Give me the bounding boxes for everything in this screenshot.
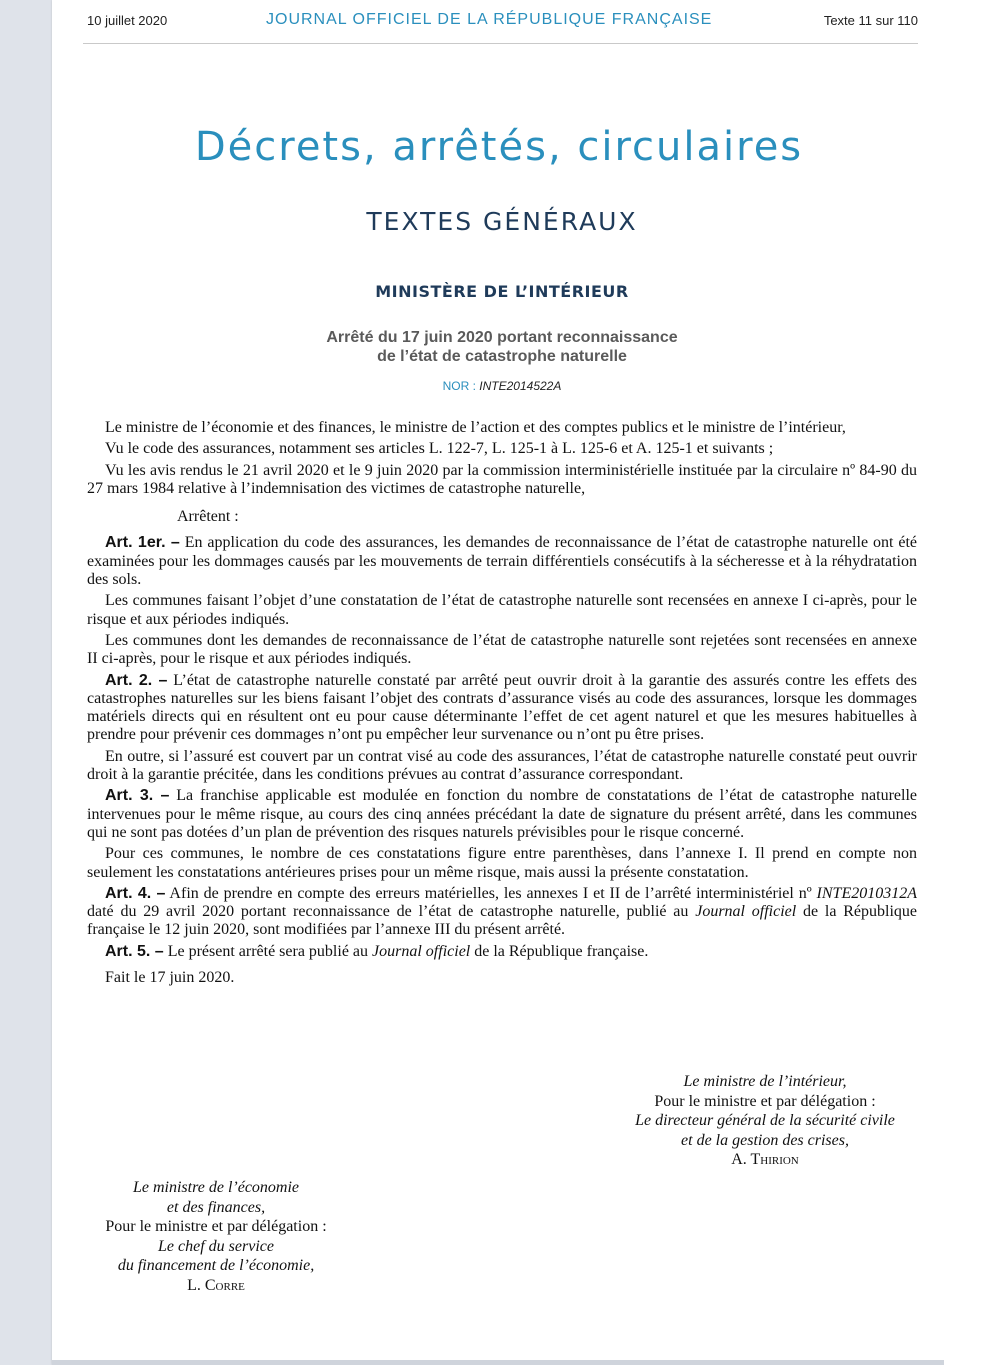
header-divider — [83, 43, 918, 44]
article-1-text: En application du code des assurances, les demandes de reconnaissance de l’état de catastrophe naturelle ont été examinées pour les dommages causés par les mouvements de terrain différentiels consécutifs à la sécheresse et à la réhydratation des sols. — [87, 534, 917, 589]
article-3-text: La franchise applicable est modulée en fonction du nombre de constatations de l’état de catastrophe naturelle intervenues pour le même risque, au cours des cinq années précédant la date de signature du présent arrêté, dans les communes qui ne sont pas dotées d’un plan de prévention des risques naturels prévisibles pour le risque concerné. — [87, 787, 918, 841]
signature-interieur — [600, 1072, 930, 1170]
article-2-paragraph-1 — [87, 672, 917, 745]
preamble-vu-code: Vu le code des assurances, notamment ses articles L. 122-7, L. 125-1 à L. 125-6 et A. 125-1 et suivants ; — [105, 440, 774, 458]
page-bottom-edge — [52, 1360, 944, 1365]
article-3-label: Art. 3. – — [105, 787, 170, 805]
signature-economie — [86, 1178, 346, 1295]
signature-economie-line4: Le chef du service — [158, 1237, 274, 1255]
article-1-paragraph-2: Les communes faisant l’objet d’une constatation de l’état de catastrophe naturelle sont recensées en annexe I ci-après, pour le risque et aux périodes indiqués. — [87, 592, 917, 628]
article-1-paragraph-1 — [87, 534, 917, 589]
article-3-paragraph-1 — [87, 787, 917, 842]
signature-economie-line2: et des finances, — [166, 1198, 266, 1216]
article-2-paragraph-2: En outre, si l’assuré est couvert par un contrat visé au code des assurances, l’état de catastrophe naturelle constaté peut ouvrir droit à la garantie précitée, dans les conditions prévues au contrat d’assurance correspondant. — [87, 747, 917, 784]
preamble-vu-avis: Vu les avis rendus le 21 avril 2020 et le 9 juin 2020 par la commission interministérielle instituée par la circulaire nº 84-90 du 27 mars 1984 relative à l’indemnisation des victimes de catastrophe naturelle, — [87, 461, 917, 497]
signature-interieur-line2: Pour le ministre et par délégation : — [654, 1092, 876, 1110]
signature-interieur-name: A. Thirion — [731, 1151, 799, 1168]
article-5-label: Art. 5. – — [105, 942, 164, 960]
arrete-title — [0, 328, 998, 366]
nor-reference — [0, 379, 998, 393]
section-title: Décrets, arrêtés, circulaires — [194, 124, 804, 170]
arretent: Arrêtent : — [177, 508, 239, 526]
nor-label: NOR : — [442, 379, 480, 393]
fait-date: Fait le 17 juin 2020. — [105, 969, 235, 987]
article-5-text-1: Le présent arrêté sera publié au — [163, 942, 373, 960]
signature-economie-line1: Le ministre de l’économie — [132, 1179, 300, 1196]
header-date: 10 juillet 2020 — [87, 13, 168, 28]
signature-interieur-line1: Le ministre de l’intérieur, — [683, 1073, 847, 1090]
preamble-ministers: Le ministre de l’économie et des finances, le ministre de l’action et des comptes publics et le ministre de l’intérieur, — [105, 419, 846, 436]
signature-interieur-line4: et de la gestion des crises, — [681, 1131, 849, 1149]
signature-economie-name: L. Corre — [187, 1276, 245, 1294]
arrete-title-line2: de l’état de catastrophe naturelle — [377, 348, 627, 365]
article-4-reference: INTE2010312A — [816, 884, 917, 902]
viewer-background-right — [944, 0, 998, 1365]
article-2-label: Art. 2. – — [105, 671, 168, 689]
article-4-journal: Journal officiel — [695, 903, 797, 921]
header-journal-title: JOURNAL OFFICIEL DE LA RÉPUBLIQUE FRANÇAISE — [266, 11, 713, 28]
article-3-paragraph-2: Pour ces communes, le nombre de ces constatations figure entre parenthèses, dans l’annexe I. Il prend en compte non seulement les constatations antérieures prises pour un même risque, mais aussi la présente constatation. — [87, 845, 917, 881]
article-1-label: Art. 1er. – — [105, 534, 180, 552]
header-text-count: Texte 11 sur 110 — [823, 13, 918, 28]
section-subtitle: TEXTES GÉNÉRAUX — [366, 207, 638, 236]
viewer-background-left — [0, 0, 52, 1365]
page-header — [83, 8, 918, 38]
article-4-label: Art. 4. – — [105, 884, 166, 902]
article-4-text-1: Afin de prendre en compte des erreurs matérielles, les annexes I et II de l’arrêté interministériel nº — [165, 884, 817, 902]
arrete-title-line1: Arrêté du 17 juin 2020 portant reconnaissance — [326, 329, 678, 346]
article-1-paragraph-3: Les communes dont les demandes de reconnaissance de l’état de catastrophe naturelle sont rejetées sont recensées en annexe II ci-après, pour le risque et aux périodes indiqués. — [87, 631, 917, 668]
article-5-text-2: de la République française. — [470, 942, 649, 960]
arrete-body — [87, 419, 917, 990]
signature-interieur-line3: Le directeur général de la sécurité civile — [635, 1112, 895, 1129]
article-4-paragraph — [87, 885, 917, 940]
article-4-text-3: de la République française le 12 juin 2020, sont modifiées par l’annexe III du présent arrêté. — [87, 903, 918, 939]
article-5-journal: Journal officiel — [372, 942, 471, 960]
article-4-text-2: daté du 29 avril 2020 portant reconnaissance de l’état de catastrophe naturelle, publié au — [87, 903, 696, 921]
signature-economie-line3: Pour le ministre et par délégation : — [105, 1218, 327, 1235]
signature-economie-line5: du financement de l’économie, — [117, 1257, 315, 1274]
article-2-text: L’état de catastrophe naturelle constaté par arrêté peut ouvrir droit à la garantie des assurés contre les effets des catastrophes naturelles sur les biens faisant l’objet des contrats d’assurance visés au code des assurances, lorsque les dommages matériels directs qui en résultent ont eu pour cause déterminante l’effet de cet agent naturel et que les mesures habituelles à prendre pour prévenir ces dommages n’ont pu empêcher leur survenance ou n’ont pu être prises. — [87, 671, 917, 744]
article-5-paragraph — [87, 943, 917, 961]
ministry-heading: MINISTÈRE DE L’INTÉRIEUR — [375, 282, 629, 301]
nor-value: INTE2014522A — [479, 379, 562, 393]
